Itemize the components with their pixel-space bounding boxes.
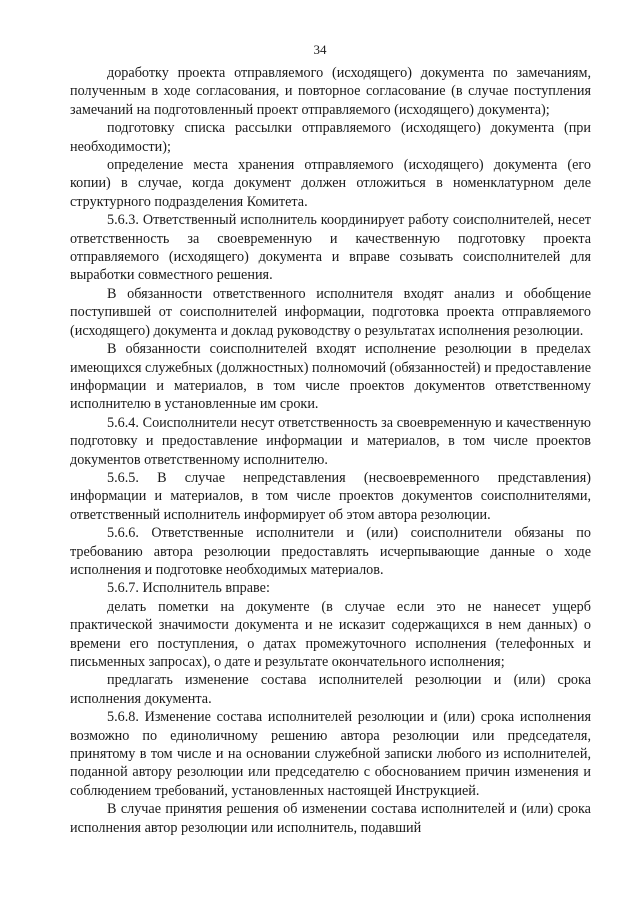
paragraph-5-6-4: 5.6.4. Соисполнители несут ответственность за своевременную и качественную подготовку и предоставление информации и материалов, в том числе проектов документов ответственному исполнителю. <box>70 414 591 468</box>
document-body <box>70 64 591 837</box>
paragraph-5-6-7: 5.6.7. Исполнитель вправе: <box>107 580 270 597</box>
paragraph-responsible-duties: В обязанности ответственного исполнителя входят анализ и обобщение поступившей от соисполнителей информации, подготовка проекта отправляемого (исходящего) документа и доклад руководству о результатах исполнения резолюции. <box>70 285 591 339</box>
paragraph-decision: В случае принятия решения об изменении состава исполнителей и (или) срока исполнения автор резолюции или исполнитель, подавший <box>70 801 591 836</box>
paragraph-5-6-6: 5.6.6. Ответственные исполнители и (или) соисполнители обязаны по требованию автора резолюции предоставлять исчерпывающие данные о ходе исполнения и подготовке необходимых материалов. <box>70 525 591 578</box>
page-number: 34 <box>313 42 327 57</box>
paragraph-2: подготовку списка рассылки отправляемого (исходящего) документа (при необходимости); <box>70 120 591 155</box>
paragraph-1: доработку проекта отправляемого (исходящего) документа по замечаниям, полученным в ходе согласования, и повторное согласование (в случае поступления замечаний на подготовленный проект отправляемого (исходящего) документа); <box>70 65 591 118</box>
paragraph-marks: делать пометки на документе (в случае если это не нанесет ущерб практической значимости документа и не исказит содержащихся в нем данных) о времени его поступления, о датах промежуточного исполнения (телефонных и письменных запросах), о дате и результате окончательного исполнения; <box>70 598 591 670</box>
paragraph-5-6-5: 5.6.5. В случае непредставления (несвоевременного представления) информации и материалов, в том числе проектов документов соисполнителями, ответственный исполнитель информирует об этом автора резолюции. <box>70 469 591 523</box>
paragraph-propose-change: предлагать изменение состава исполнителей резолюции и (или) срока исполнения документа. <box>70 672 591 707</box>
paragraph-3: определение места хранения отправляемого (исходящего) документа (его копии) в случае, когда документ должен отложиться в номенклатурном деле структурного подразделения Комитета. <box>70 157 591 210</box>
paragraph-coexecutor-duties: В обязанности соисполнителей входят исполнение резолюции в пределах имеющихся служебных (должностных) полномочий (обязанностей) и предоставление информации и материалов, в том числе проектов документов ответственному исполнителю в установленные им сроки. <box>70 341 591 413</box>
paragraph-5-6-3: 5.6.3. Ответственный исполнитель координирует работу соисполнителей, несет ответственность за своевременную и качественную подготовку проекта отправляемого (исходящего) документа и вправе созывать соисполнителей для выработки совместного решения. <box>70 212 591 284</box>
paragraph-5-6-8: 5.6.8. Изменение состава исполнителей резолюции и (или) срока исполнения возможно по единоличному решению автора резолюции или председателя, принятому в том числе и на основании служебной записки любого из исполнителей, поданной автору резолюции или председателю с обоснованием причин изменения и соблюдением требований, установленных настоящей Инструкцией. <box>70 709 591 799</box>
